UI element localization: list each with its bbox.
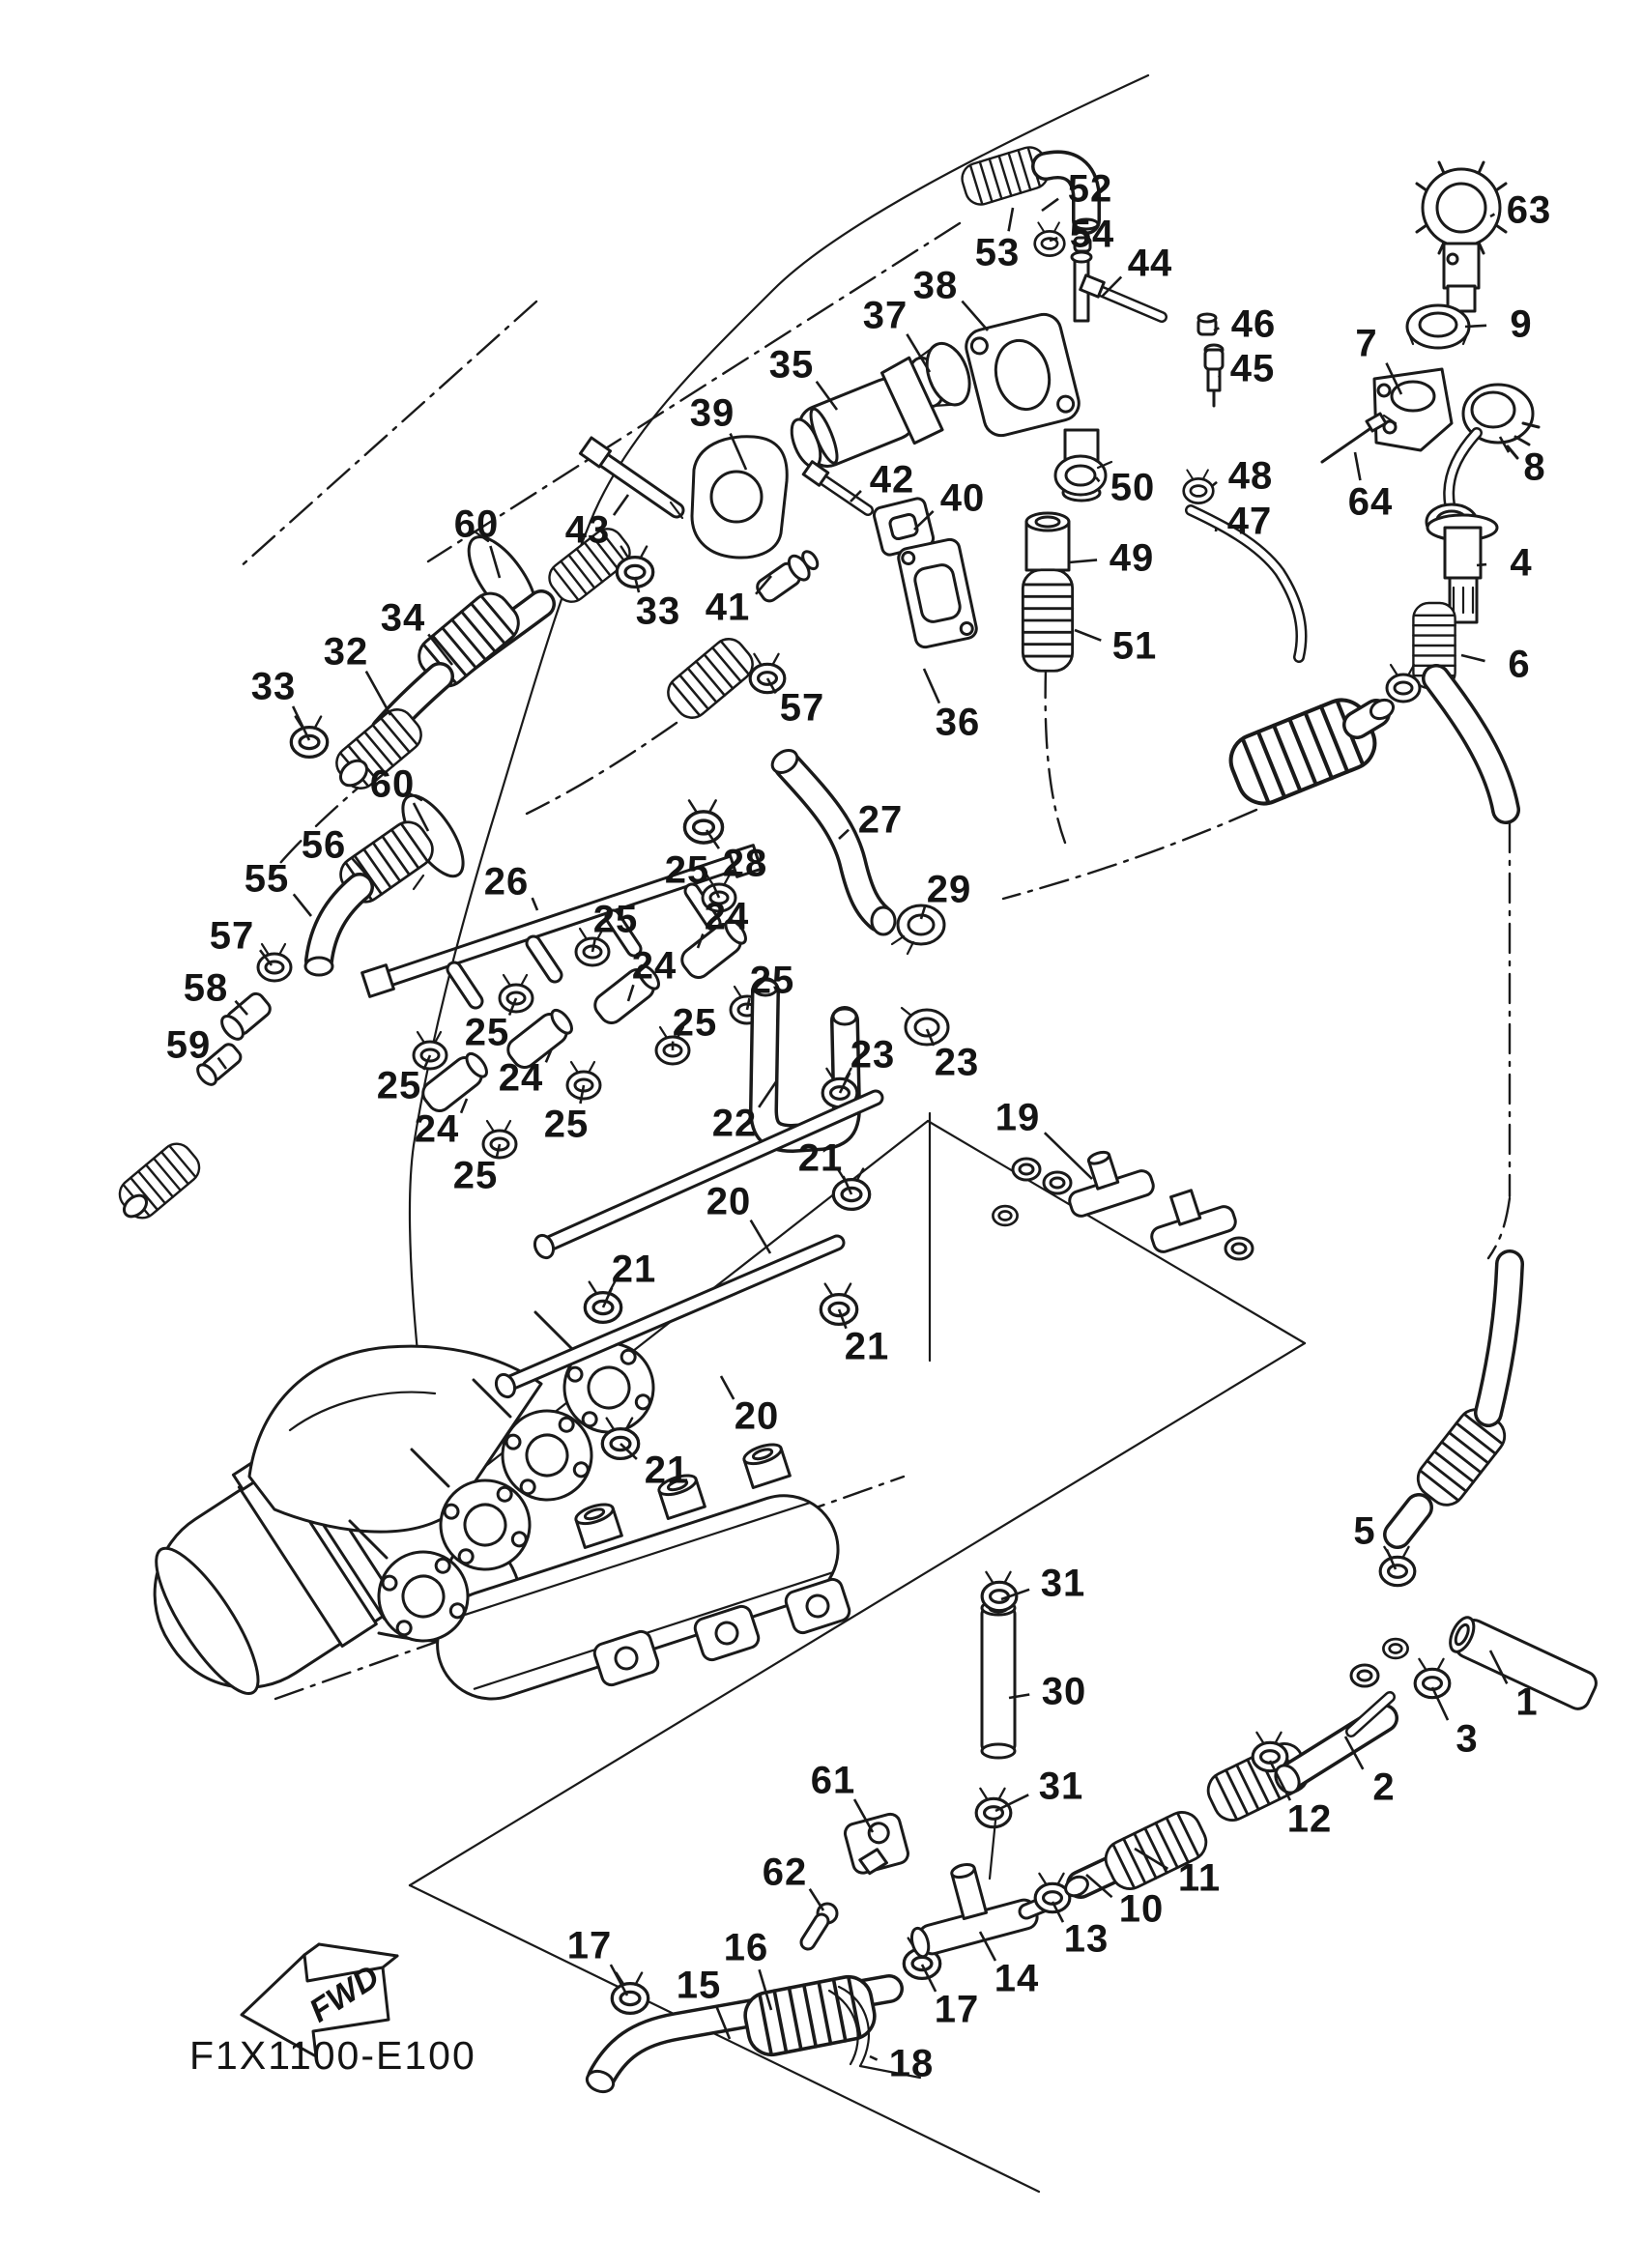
- callout-label-23: 23: [850, 1033, 896, 1077]
- leader-line-9: [1465, 326, 1486, 327]
- callout-label-20: 20: [706, 1180, 752, 1223]
- callout-label-5: 5: [1353, 1509, 1376, 1553]
- leader-line-64: [1355, 452, 1360, 480]
- leader-line-55: [294, 894, 311, 916]
- leader-line-36: [924, 669, 939, 703]
- leader-line-20: [751, 1220, 770, 1253]
- callout-label-44: 44: [1127, 242, 1173, 285]
- callout-label-6: 6: [1508, 643, 1531, 686]
- callout-label-3: 3: [1456, 1717, 1479, 1761]
- leader-line-49: [1069, 560, 1097, 562]
- callout-label-53: 53: [974, 231, 1021, 274]
- leader-line-18: [870, 2056, 878, 2060]
- callout-label-36: 36: [935, 701, 981, 744]
- callout-label-59: 59: [165, 1023, 212, 1067]
- left-hose-cluster: [113, 523, 784, 1224]
- callout-label-24: 24: [704, 895, 750, 938]
- callout-label-48: 48: [1227, 454, 1274, 498]
- callout-label-61: 61: [810, 1759, 856, 1802]
- callout-label-10: 10: [1118, 1887, 1165, 1931]
- leader-line-51: [1075, 630, 1101, 641]
- callout-label-25: 25: [672, 1001, 718, 1045]
- callout-label-21: 21: [644, 1449, 690, 1492]
- callout-label-35: 35: [768, 343, 815, 387]
- leader-line-32: [366, 672, 390, 715]
- callout-label-22: 22: [711, 1102, 758, 1145]
- callout-label-51: 51: [1111, 624, 1158, 668]
- callout-label-32: 32: [323, 630, 369, 674]
- callout-label-25: 25: [376, 1064, 422, 1107]
- callout-label-55: 55: [244, 857, 290, 901]
- leader-line-26: [533, 898, 537, 910]
- callout-label-8: 8: [1523, 445, 1546, 489]
- callout-label-54: 54: [1069, 213, 1115, 256]
- leader-line-62: [810, 1889, 823, 1910]
- callout-label-20: 20: [734, 1394, 780, 1438]
- callout-label-31: 31: [1038, 1765, 1084, 1808]
- fuel-rail-cluster: [362, 846, 764, 1158]
- callout-label-29: 29: [926, 868, 972, 911]
- callout-label-31: 31: [1040, 1562, 1086, 1605]
- callout-label-24: 24: [631, 944, 677, 988]
- callout-label-25: 25: [592, 898, 639, 941]
- callout-label-52: 52: [1067, 167, 1113, 211]
- callout-label-57: 57: [779, 686, 825, 730]
- callout-label-49: 49: [1109, 536, 1155, 580]
- leader-line-4: [1477, 564, 1486, 565]
- callout-label-24: 24: [498, 1056, 544, 1100]
- callout-label-43: 43: [564, 508, 611, 552]
- callout-label-37: 37: [862, 294, 908, 337]
- callout-label-62: 62: [762, 1851, 808, 1894]
- leader-line-52: [1042, 199, 1058, 211]
- callout-label-33: 33: [250, 665, 297, 708]
- callout-label-14: 14: [994, 1957, 1040, 2000]
- callout-label-63: 63: [1506, 188, 1552, 232]
- leader-line-53: [1009, 208, 1013, 231]
- callout-label-41: 41: [705, 586, 751, 629]
- callout-label-21: 21: [797, 1136, 844, 1180]
- callout-label-40: 40: [939, 476, 986, 520]
- thermostat-cluster: [580, 143, 1301, 671]
- diagram-code: F1X1100-E100: [189, 2033, 476, 2078]
- callout-label-30: 30: [1041, 1670, 1087, 1713]
- callout-label-23: 23: [934, 1041, 980, 1084]
- callout-label-60: 60: [369, 762, 416, 806]
- callout-label-25: 25: [749, 959, 795, 1002]
- callout-label-18: 18: [888, 2042, 935, 2085]
- leader-line-48: [1212, 482, 1217, 486]
- callout-label-19: 19: [994, 1096, 1041, 1139]
- callout-label-24: 24: [414, 1107, 460, 1151]
- callout-label-33: 33: [635, 589, 681, 633]
- leader-lines: [218, 199, 1509, 2060]
- callout-label-34: 34: [380, 596, 426, 640]
- callout-label-16: 16: [723, 1926, 769, 1969]
- leader-line-43: [614, 495, 628, 515]
- callout-label-25: 25: [464, 1011, 510, 1054]
- callout-label-38: 38: [912, 264, 959, 307]
- callout-label-25: 25: [452, 1154, 499, 1197]
- callout-label-28: 28: [722, 842, 768, 885]
- callout-label-58: 58: [183, 966, 229, 1010]
- callout-label-25: 25: [543, 1103, 590, 1146]
- leader-line-45: [1219, 376, 1220, 379]
- callout-label-60: 60: [453, 502, 500, 546]
- callout-label-13: 13: [1063, 1917, 1110, 1961]
- callout-label-39: 39: [689, 391, 735, 435]
- callout-label-17: 17: [934, 1988, 980, 2031]
- callout-label-25: 25: [664, 848, 710, 892]
- callout-label-11: 11: [1177, 1856, 1222, 1900]
- leader-line-6: [1461, 655, 1484, 661]
- callout-label-21: 21: [844, 1325, 890, 1368]
- callout-label-45: 45: [1229, 347, 1276, 390]
- callout-label-27: 27: [857, 798, 904, 842]
- callout-label-46: 46: [1230, 302, 1277, 346]
- callout-label-15: 15: [676, 1964, 722, 2007]
- callout-label-9: 9: [1510, 302, 1533, 346]
- leader-line-24: [461, 1099, 467, 1113]
- callout-label-1: 1: [1515, 1680, 1539, 1724]
- callout-label-12: 12: [1286, 1797, 1333, 1841]
- leader-line-38: [962, 301, 988, 330]
- callout-label-56: 56: [301, 823, 347, 867]
- callout-label-7: 7: [1355, 322, 1378, 365]
- callout-label-4: 4: [1510, 541, 1533, 585]
- callout-label-2: 2: [1372, 1766, 1396, 1809]
- callout-label-64: 64: [1347, 480, 1394, 524]
- callout-label-57: 57: [209, 914, 255, 958]
- engine-assembly: [112, 1312, 852, 1724]
- fwd-label: FWD: [303, 1958, 387, 2030]
- leader-line-20: [721, 1376, 734, 1399]
- callout-label-17: 17: [566, 1924, 613, 1967]
- callout-label-47: 47: [1226, 500, 1273, 543]
- callout-label-21: 21: [611, 1248, 657, 1291]
- callout-label-42: 42: [869, 458, 915, 502]
- callout-label-50: 50: [1110, 466, 1156, 509]
- callout-label-26: 26: [483, 860, 530, 904]
